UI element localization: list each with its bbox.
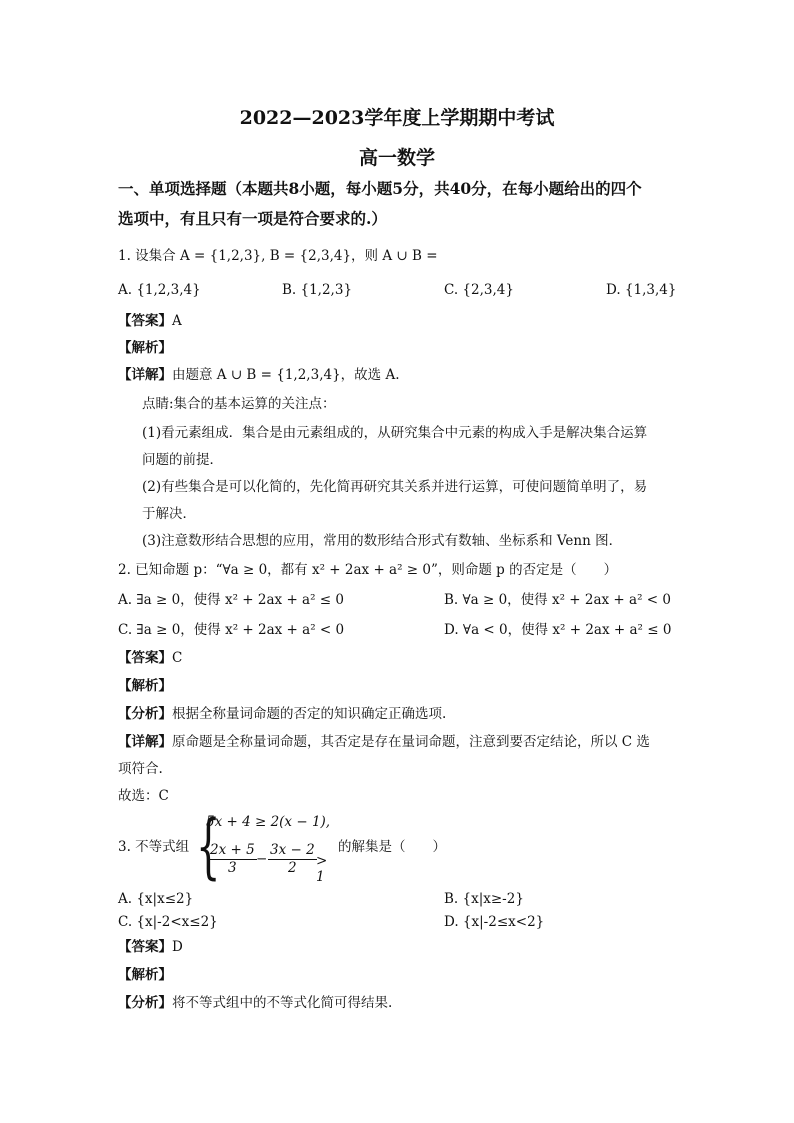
- q2-option-b: B. ∀a ≥ 0，使得 x² + 2ax + a² < 0: [444, 592, 671, 608]
- detail-tag: 【详解】: [118, 367, 172, 383]
- q1-note-title: 点睛:集合的基本运算的关注点：: [142, 396, 336, 412]
- q1-note1-a: (1)看元素组成．集合是由元素组成的，从研究集合中元素的构成入手是解决集合运算: [142, 425, 648, 441]
- q3-option-c: C. {x|-2<x≤2}: [118, 914, 218, 930]
- q3-option-b: B. {x|x≥-2}: [444, 891, 524, 907]
- q2-option-c: C. ∃a ≥ 0，使得 x² + 2ax + a² < 0: [118, 622, 345, 638]
- q1-detail: [118, 366, 400, 384]
- minus-sign: −: [256, 851, 268, 867]
- detail-text: 原命题是全称量词命题，其否定是存在量词命题，注意到要否定结论，所以 C 选: [172, 734, 650, 750]
- q1-option-d: D. {1,3,4}: [606, 282, 677, 298]
- answer-value: A: [172, 313, 182, 329]
- q1-note2-b: 于解决．: [142, 506, 196, 522]
- q3-analysis: [118, 994, 392, 1012]
- q1-analysis-tag: 【解析】: [118, 340, 172, 356]
- left-brace: {: [196, 805, 221, 887]
- exam-title: 2022—2023学年度上学期期中考试: [239, 107, 555, 129]
- fraction-2-numerator: 3x − 2: [270, 842, 315, 858]
- q2-analysis: [118, 705, 446, 723]
- q3-answer: [118, 938, 183, 956]
- q2-detail: [118, 733, 650, 751]
- q3-option-a: A. {x|x≤2}: [118, 891, 194, 907]
- section-heading-line2: 选项中，有且只有一项是符合要求的.）: [118, 209, 387, 228]
- detail-text: 由题意 A ∪ B = {1,2,3,4}，故选 A.: [172, 367, 400, 383]
- section-heading-line1: 一、单项选择题（本题共8小题，每小题5分，共40分，在每小题给出的四个: [118, 179, 642, 198]
- inequality-system: [196, 805, 336, 887]
- answer-tag: 【答案】: [118, 939, 172, 955]
- q1-note2-a: (2)有些集合是可以化简的，先化简再研究其关系并进行运算，可使问题简单明了，易: [142, 479, 648, 495]
- q3-option-d: D. {x|-2≤x<2}: [444, 914, 545, 930]
- q2-option-a: A. ∃a ≥ 0，使得 x² + 2ax + a² ≤ 0: [118, 592, 344, 608]
- q3-stem-pre: 3. 不等式组: [118, 839, 190, 855]
- fraction-2: [268, 842, 317, 877]
- answer-tag: 【答案】: [118, 313, 172, 329]
- answer-value: C: [172, 650, 183, 666]
- q1-option-c: C. {2,3,4}: [444, 282, 514, 298]
- fraction-1-numerator: 2x + 5: [210, 842, 255, 858]
- q1-answer: [118, 312, 182, 330]
- fraction-2-denominator: 2: [288, 860, 297, 876]
- q3-analysis-tag: 【解析】: [118, 967, 172, 983]
- q1-note1-b: 问题的前提．: [142, 452, 223, 468]
- q3-stem-post: 的解集是（ ）: [338, 839, 446, 855]
- q1-stem: 1. 设集合 A = {1,2,3}, B = {2,3,4}，则 A ∪ B =: [118, 248, 438, 264]
- detail-tag: 【详解】: [118, 734, 172, 750]
- system-row1: 5x + 4 ≥ 2(x − 1),: [206, 814, 331, 830]
- q1-option-a: A. {1,2,3,4}: [118, 282, 201, 298]
- q2-stem: 2. 已知命题 p：“∀a ≥ 0，都有 x² + 2ax + a² ≥ 0”，则命题 p 的否定是（ ）: [118, 562, 618, 578]
- fraction-1: [208, 842, 257, 877]
- q2-answer: [118, 649, 182, 667]
- answer-value: D: [172, 939, 183, 955]
- analysis-tag: 【分析】: [118, 995, 172, 1011]
- q2-choose: 故选：C: [118, 788, 169, 804]
- analysis-text: 将不等式组中的不等式化简可得结果.: [172, 995, 393, 1011]
- q1-note3: (3)注意数形结合思想的应用，常用的数形结合形式有数轴、坐标系和 Venn 图．: [142, 533, 623, 549]
- greater-than-one: > 1: [316, 853, 328, 885]
- q1-option-b: B. {1,2,3}: [282, 282, 353, 298]
- analysis-text: 根据全称量词命题的否定的知识确定正确选项.: [172, 706, 447, 722]
- q2-option-d: D. ∀a < 0，使得 x² + 2ax + a² ≤ 0: [444, 622, 672, 638]
- fraction-1-denominator: 3: [228, 860, 237, 876]
- q2-analysis-tag: 【解析】: [118, 678, 172, 694]
- analysis-tag: 【分析】: [118, 706, 172, 722]
- q2-detail-cont: 项符合.: [118, 761, 163, 777]
- answer-tag: 【答案】: [118, 650, 172, 666]
- exam-subtitle: 高一数学: [358, 147, 435, 169]
